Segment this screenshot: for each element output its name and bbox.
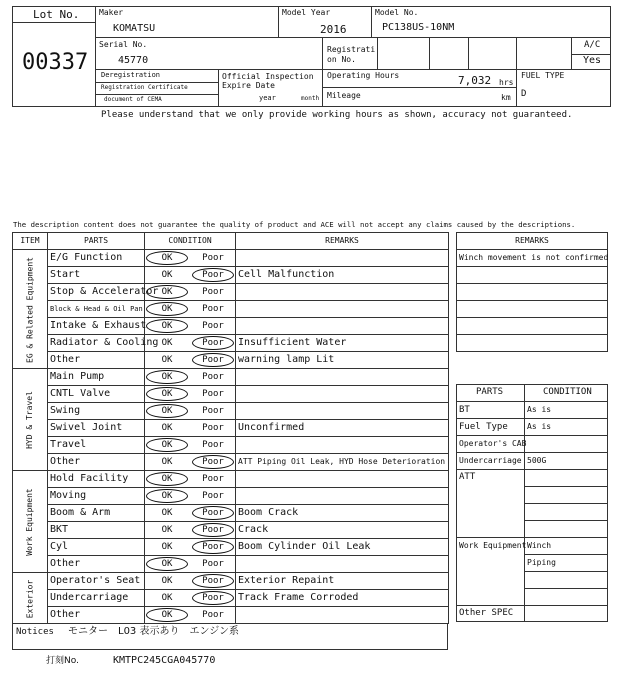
side-part-1: Fuel Type: [459, 422, 508, 432]
parts-header: PARTS: [48, 233, 145, 250]
condition-cell: [145, 454, 236, 471]
side-condition-1: As is: [527, 422, 552, 431]
side-condition-3: 500G: [527, 456, 547, 465]
year-label: year: [259, 94, 276, 102]
remark: [236, 556, 449, 573]
ac-label: A/C: [584, 40, 601, 50]
side-remarks-row: [457, 335, 608, 352]
condition-poor: Poor: [202, 440, 224, 450]
selected-circle: [146, 438, 188, 452]
operating-hours-label: Operating Hours: [327, 71, 400, 80]
side-remarks-table: [456, 232, 608, 352]
table-row: [13, 522, 449, 539]
remark: Boom Crack: [236, 505, 449, 522]
condition-ok: OK: [161, 304, 173, 314]
remark: [236, 369, 449, 386]
condition-poor: Poor: [202, 372, 224, 382]
remarks-header: REMARKS: [236, 233, 449, 250]
table-row: [13, 454, 449, 471]
table-row: [13, 335, 449, 352]
condition-ok: OK: [161, 253, 173, 263]
part-name: Travel: [48, 437, 145, 454]
condition-poor: Poor: [202, 423, 224, 433]
remark: [236, 607, 449, 624]
side-remark: [457, 267, 608, 284]
table-row: [13, 471, 449, 488]
table-row: [13, 369, 449, 386]
side-parts-header: PARTS: [476, 387, 504, 397]
work-equipment-label: Work Equipment: [459, 541, 527, 550]
condition-poor: Poor: [202, 508, 224, 518]
side-remark: [457, 284, 608, 301]
selected-circle: [192, 506, 234, 520]
condition-cell: [145, 522, 236, 539]
condition-cell: [145, 573, 236, 590]
selected-circle: [146, 404, 188, 418]
remark: Boom Cylinder Oil Leak: [236, 539, 449, 556]
remark: [236, 301, 449, 318]
selected-circle: [146, 489, 188, 503]
table-row: [13, 284, 449, 301]
part-name: Hold Facility: [48, 471, 145, 488]
part-name: Other: [48, 556, 145, 573]
table-row: [13, 437, 449, 454]
side-condition-0: As is: [527, 405, 552, 414]
condition-ok: OK: [161, 406, 173, 416]
condition-poor: Poor: [202, 304, 224, 314]
item-group-cell: [13, 250, 48, 369]
condition-poor: Poor: [202, 355, 224, 365]
side-remarks-row: [457, 250, 608, 267]
condition-ok: OK: [161, 457, 173, 467]
model-year-value: 2016: [320, 23, 347, 36]
table-row: [13, 539, 449, 556]
selected-circle: [192, 268, 234, 282]
selected-circle: [146, 251, 188, 265]
fuel-type-value: D: [521, 89, 527, 99]
fuel-type-label: FUEL TYPE: [521, 71, 565, 80]
condition-cell: [145, 590, 236, 607]
condition-cell: [145, 556, 236, 573]
condition-poor: Poor: [202, 610, 224, 620]
stamp-value: KMTPC245CGA045770: [113, 655, 216, 666]
condition-cell: [145, 386, 236, 403]
table-row: [13, 607, 449, 624]
remark: Crack: [236, 522, 449, 539]
hrs-unit: hrs: [499, 78, 514, 87]
condition-poor: Poor: [202, 270, 224, 280]
selected-circle: [146, 319, 188, 333]
side-remarks-row: [457, 318, 608, 335]
condition-ok: OK: [161, 576, 173, 586]
selected-circle: [192, 591, 234, 605]
remark: [236, 403, 449, 420]
selected-circle: [146, 302, 188, 316]
item-group-label: Work Equipment: [25, 488, 34, 556]
side-remark: [457, 335, 608, 352]
selected-circle: [146, 370, 188, 384]
part-name: CNTL Valve: [48, 386, 145, 403]
condition-ok: OK: [161, 287, 173, 297]
table-row: [13, 403, 449, 420]
registration-label: Registrati on No.: [327, 45, 376, 64]
condition-cell: [145, 403, 236, 420]
part-name: Undercarriage: [48, 590, 145, 607]
work-equipment-value-1: Piping: [527, 558, 556, 567]
stamp-label: 打刻No.: [46, 656, 79, 666]
serial-no-label: Serial No.: [99, 40, 148, 49]
part-name: Start: [48, 267, 145, 284]
condition-poor: Poor: [202, 559, 224, 569]
condition-ok: OK: [161, 508, 173, 518]
condition-ok: OK: [161, 474, 173, 484]
maker-value: KOMATSU: [113, 23, 156, 34]
condition-ok: OK: [161, 355, 173, 365]
condition-cell: [145, 488, 236, 505]
selected-circle: [146, 387, 188, 401]
table-row: [13, 386, 449, 403]
part-name: Swivel Joint: [48, 420, 145, 437]
operating-hours-value: 7,032: [458, 74, 492, 87]
model-no-value: PC138US-10NM: [382, 22, 455, 33]
side-part-3: Undercarriage: [459, 456, 522, 465]
mileage-label: Mileage: [327, 91, 361, 100]
side-condition-header: CONDITION: [543, 387, 592, 397]
condition-poor: Poor: [202, 491, 224, 501]
remark: [236, 488, 449, 505]
condition-ok: OK: [161, 338, 173, 348]
condition-ok: OK: [161, 372, 173, 382]
condition-poor: Poor: [202, 576, 224, 586]
condition-ok: OK: [161, 389, 173, 399]
side-remark: Winch movement is not confirmed: [457, 250, 608, 267]
condition-ok: OK: [161, 559, 173, 569]
side-remarks-row: [457, 267, 608, 284]
condition-poor: Poor: [202, 474, 224, 484]
remark: [236, 437, 449, 454]
condition-poor: Poor: [202, 525, 224, 535]
condition-cell: [145, 505, 236, 522]
selected-circle: [146, 285, 188, 299]
work-equipment-value-0: Winch: [527, 541, 552, 550]
condition-ok: OK: [161, 270, 173, 280]
remark: [236, 386, 449, 403]
selected-circle: [146, 557, 188, 571]
serial-no-value: 45770: [118, 55, 149, 66]
selected-circle: [192, 523, 234, 537]
part-name: Boom & Arm: [48, 505, 145, 522]
table-row: [13, 488, 449, 505]
document-cema-label: document of CEMA: [104, 96, 162, 103]
item-group-label: HYD & Travel: [25, 391, 34, 449]
condition-ok: OK: [161, 440, 173, 450]
inspection-table: [12, 232, 449, 624]
selected-circle: [192, 540, 234, 554]
part-name: Swing: [48, 403, 145, 420]
registration-certificate-label: Registration Certificate: [101, 84, 188, 91]
item-group-label: Exterior: [25, 579, 34, 618]
side-part-0: BT: [459, 405, 470, 415]
part-name: Main Pump: [48, 369, 145, 386]
table-row: [13, 590, 449, 607]
table-row: [13, 267, 449, 284]
table-row: [13, 505, 449, 522]
table-row: [13, 573, 449, 590]
remark: warning lamp Lit: [236, 352, 449, 369]
notices-text: モニター L03 表示あり エンジン系: [68, 626, 239, 637]
part-name: Intake & Exhaust: [48, 318, 145, 335]
item-header: ITEM: [13, 233, 48, 250]
condition-cell: [145, 335, 236, 352]
remark: [236, 284, 449, 301]
selected-circle: [192, 574, 234, 588]
item-group-cell: [13, 369, 48, 471]
part-name: Radiator & Cooling: [48, 335, 145, 352]
selected-circle: [146, 608, 188, 622]
condition-ok: OK: [161, 321, 173, 331]
condition-poor: Poor: [202, 253, 224, 263]
condition-cell: [145, 369, 236, 386]
remark: Track Frame Corroded: [236, 590, 449, 607]
part-name: Other: [48, 352, 145, 369]
condition-cell: [145, 352, 236, 369]
selected-circle: [146, 472, 188, 486]
side-part-4: ATT: [459, 472, 476, 482]
table-row: [13, 318, 449, 335]
item-group-label: EG & Related Equipment: [25, 256, 34, 363]
model-year-label: Model Year: [282, 8, 331, 17]
table-header-row: [13, 233, 449, 250]
condition-ok: OK: [161, 593, 173, 603]
condition-ok: OK: [161, 542, 173, 552]
condition-ok: OK: [161, 610, 173, 620]
remark: [236, 250, 449, 267]
lot-no-label: Lot No.: [33, 8, 80, 21]
side-remarks-header: REMARKS: [457, 233, 608, 250]
condition-cell: [145, 471, 236, 488]
ac-value: Yes: [583, 55, 602, 66]
table-row: [13, 420, 449, 437]
remark: ATT Piping Oil Leak, HYD Hose Deterioration: [236, 454, 449, 471]
deregistration-label: Deregistration: [101, 71, 161, 79]
part-name: Moving: [48, 488, 145, 505]
maker-label: Maker: [99, 8, 124, 17]
condition-ok: OK: [161, 423, 173, 433]
part-name: Other: [48, 454, 145, 471]
condition-cell: [145, 250, 236, 267]
month-label: month: [301, 95, 320, 102]
selected-circle: [192, 353, 234, 367]
remark: [236, 318, 449, 335]
table-row: [13, 556, 449, 573]
other-spec-label: Other SPEC: [459, 608, 514, 618]
side-part-2: Operator's CAB: [459, 439, 527, 448]
side-remark: [457, 301, 608, 318]
condition-ok: OK: [161, 491, 173, 501]
side-remarks-row: [457, 284, 608, 301]
condition-poor: Poor: [202, 287, 224, 297]
condition-cell: [145, 607, 236, 624]
notices-label: Notices: [16, 627, 54, 637]
condition-poor: Poor: [202, 457, 224, 467]
condition-poor: Poor: [202, 338, 224, 348]
km-unit: km: [501, 93, 511, 102]
condition-poor: Poor: [202, 542, 224, 552]
remark: Exterior Repaint: [236, 573, 449, 590]
remark: Insufficient Water: [236, 335, 449, 352]
condition-ok: OK: [161, 525, 173, 535]
part-name: Stop & Accelerator: [48, 284, 145, 301]
condition-cell: [145, 267, 236, 284]
table-row: [13, 301, 449, 318]
model-no-label: Model No.: [375, 8, 419, 17]
condition-poor: Poor: [202, 321, 224, 331]
remark: Cell Malfunction: [236, 267, 449, 284]
remark: [236, 471, 449, 488]
selected-circle: [192, 455, 234, 469]
remark: Unconfirmed: [236, 420, 449, 437]
part-name: Operator's Seat: [48, 573, 145, 590]
hours-notice: Please understand that we only provide working hours as shown, accuracy not guaranteed.: [101, 110, 573, 120]
table-row: [13, 352, 449, 369]
condition-poor: Poor: [202, 406, 224, 416]
condition-cell: [145, 318, 236, 335]
lot-no-value: 00337: [22, 50, 89, 75]
condition-header: CONDITION: [145, 233, 236, 250]
condition-cell: [145, 437, 236, 454]
part-name: Other: [48, 607, 145, 624]
table-row: [13, 250, 449, 267]
official-inspection-label: Official Inspection Expire Date: [222, 72, 314, 90]
condition-cell: [145, 420, 236, 437]
part-name: Cyl: [48, 539, 145, 556]
item-group-cell: [13, 471, 48, 573]
condition-poor: Poor: [202, 389, 224, 399]
selected-circle: [192, 336, 234, 350]
item-group-cell: [13, 573, 48, 624]
side-remark: [457, 318, 608, 335]
condition-cell: [145, 301, 236, 318]
disclaimer: The description content does not guarantee the quality of product and ACE will not accept any claims caused by the descriptions.: [13, 220, 576, 229]
part-name: E/G Function: [48, 250, 145, 267]
side-remarks-row: [457, 301, 608, 318]
part-name: BKT: [48, 522, 145, 539]
condition-poor: Poor: [202, 593, 224, 603]
condition-cell: [145, 284, 236, 301]
condition-cell: [145, 539, 236, 556]
part-name: Block & Head & Oil Pan: [48, 301, 145, 318]
